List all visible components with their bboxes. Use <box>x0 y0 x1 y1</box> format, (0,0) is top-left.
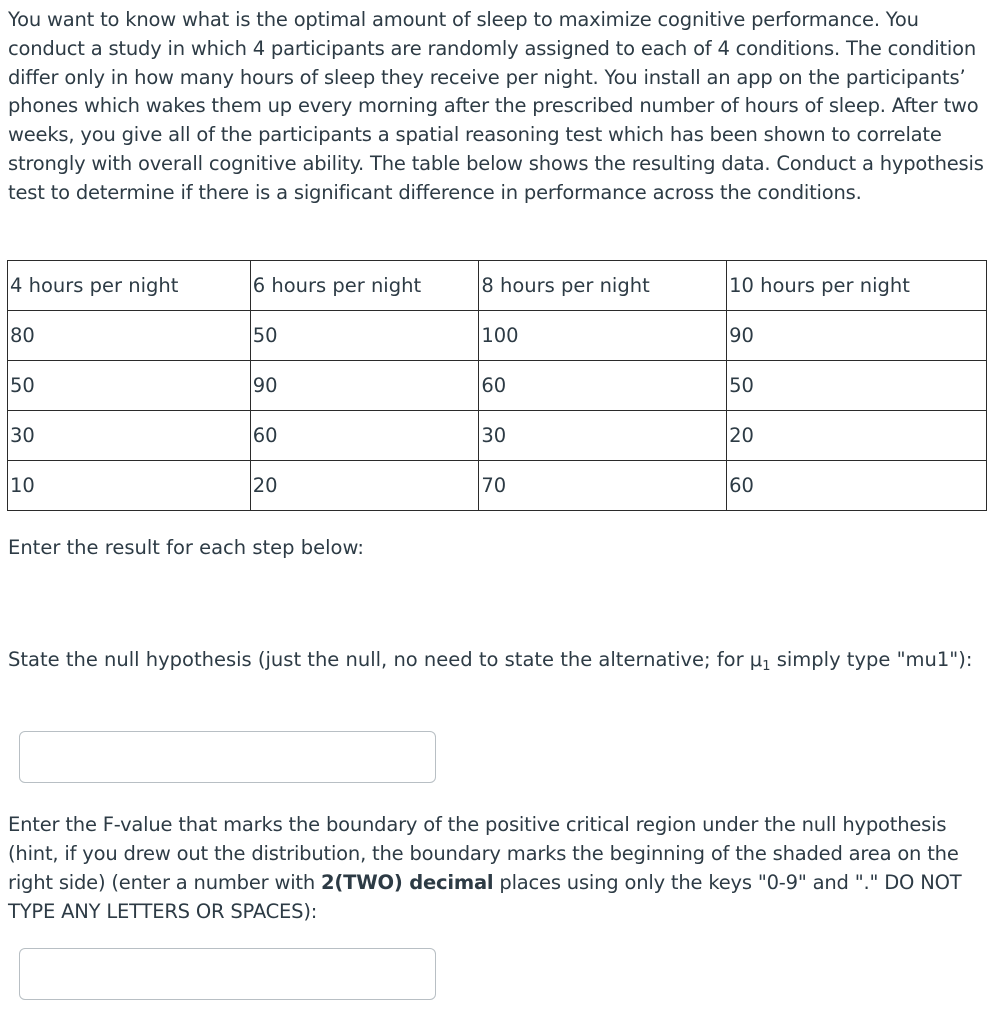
table-cell: 20 <box>250 461 479 511</box>
table-cell: 60 <box>250 411 479 461</box>
question-text: State the null hypothesis (just the null, no need to state the alternative; for μ <box>8 648 763 671</box>
null-hypothesis-question <box>8 645 993 681</box>
table-cell: 100 <box>479 311 727 361</box>
table-row <box>8 411 987 461</box>
table-cell: 60 <box>479 361 727 411</box>
table-cell: 10 <box>8 461 251 511</box>
table-row <box>8 311 987 361</box>
table-cell: 30 <box>8 411 251 461</box>
table-cell: 90 <box>727 311 987 361</box>
question-text: Enter the F-value that marks the boundary of the positive critical region under the null hypothesis (hint, if you drew out the distribution, the boundary marks the beginning of the shaded area on the right side) (enter a number with <box>8 813 959 894</box>
table-cell: 50 <box>727 361 987 411</box>
decimal-emphasis: 2(TWO) decimal <box>321 871 494 894</box>
header-4-hours: 4 hours per night <box>8 261 251 311</box>
question-text: simply type "mu1"): <box>770 648 973 671</box>
table-cell: 60 <box>727 461 987 511</box>
table-cell: 50 <box>250 311 479 361</box>
mu-subscript: 1 <box>762 659 771 674</box>
header-6-hours: 6 hours per night <box>250 261 479 311</box>
sleep-data-table <box>7 260 987 511</box>
critical-f-value-input[interactable] <box>19 948 436 1000</box>
header-8-hours: 8 hours per night <box>479 261 727 311</box>
table-row <box>8 461 987 511</box>
critical-f-value-question <box>8 810 993 926</box>
table-cell: 80 <box>8 311 251 361</box>
table-header-row <box>8 261 987 311</box>
header-10-hours: 10 hours per night <box>727 261 987 311</box>
table-cell: 50 <box>8 361 251 411</box>
table-row <box>8 361 987 411</box>
problem-statement: You want to know what is the optimal amount of sleep to maximize cognitive performance. You conduct a study in which 4 participants are randomly assigned to each of 4 conditions. The condition differ only in how many hours of sleep they receive per night. You install an app on the participants’ phones which wakes them up every morning after the prescribed number of hours of sleep. After two weeks, you give all of the participants a spatial reasoning test which has been shown to correlate strongly with overall cognitive ability. The table below shows the resulting data. Conduct a hypothesis test to determine if there is a significant difference in performance across the conditions. <box>8 8 984 204</box>
steps-instruction: Enter the result for each step below: <box>8 536 364 559</box>
table-cell: 30 <box>479 411 727 461</box>
table-cell: 70 <box>479 461 727 511</box>
table-cell: 90 <box>250 361 479 411</box>
null-hypothesis-input[interactable] <box>19 731 436 783</box>
table-cell: 20 <box>727 411 987 461</box>
question-text: places using only the keys "0-9" and "." DO NOT TYPE ANY LETTERS OR SPACES): <box>8 871 962 923</box>
